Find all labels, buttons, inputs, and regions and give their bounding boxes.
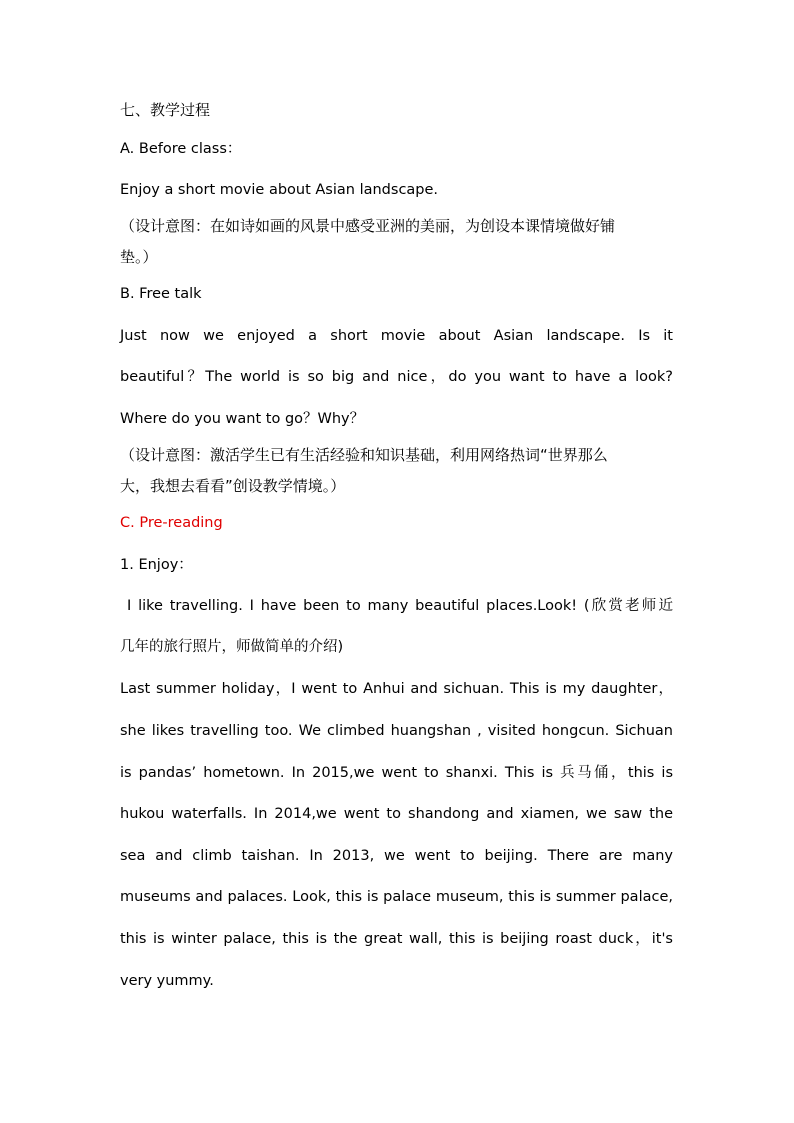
story-line: this is winter palace, this is the great wall, this is beijing roast duck，it's xyxy=(120,931,673,947)
part-b-line1: Just now we enjoyed a short movie about Asian landscape. Is it xyxy=(120,328,673,344)
intro-line1: I like travelling. I have been to many beautiful places.Look! (欣赏老师近 xyxy=(127,598,673,614)
story-line: she likes travelling too. We climbed huangshan , visited hongcun. Sichuan xyxy=(120,723,673,739)
part-a-intent-line2: 垫。） xyxy=(120,248,158,266)
step1-heading: 1. Enjoy： xyxy=(120,557,193,573)
part-b-intent-line2: 大，我想去看看”创设教学情境。） xyxy=(120,477,346,495)
section-heading: 七、教学过程 xyxy=(120,101,211,119)
part-b-line2: beautiful？The world is so big and nice，do you want to have a look? xyxy=(120,369,673,385)
part-a-activity: Enjoy a short movie about Asian landscape. xyxy=(120,182,439,198)
story-line: sea and climb taishan. In 2013, we went to beijing. There are many xyxy=(120,848,673,864)
story-line: is pandas’ hometown. In 2015,we went to shanxi. This is 兵马俑，this is xyxy=(120,765,673,781)
story-line: very yummy. xyxy=(120,973,214,989)
intro-line2: 几年的旅行照片，师做简单的介绍) xyxy=(120,639,344,655)
part-b-heading: B. Free talk xyxy=(120,286,202,302)
part-a-heading: A. Before class： xyxy=(120,141,242,157)
part-a-intent-line1: （设计意图：在如诗如画的风景中感受亚洲的美丽，为创设本课情境做好铺 xyxy=(120,217,616,235)
story-line: museums and palaces. Look, this is palace museum, this is summer palace, xyxy=(120,889,673,905)
story-line: Last summer holiday，I went to Anhui and sichuan. This is my daughter， xyxy=(120,681,673,697)
part-b-intent-line1: （设计意图：激活学生已有生活经验和知识基础，利用网络热词“世界那么 xyxy=(120,446,608,464)
part-b-line3: Where do you want to go？Why？ xyxy=(120,411,365,427)
part-c-heading: C. Pre-reading xyxy=(120,515,223,531)
story-line: hukou waterfalls. In 2014,we went to shandong and xiamen, we saw the xyxy=(120,806,673,822)
